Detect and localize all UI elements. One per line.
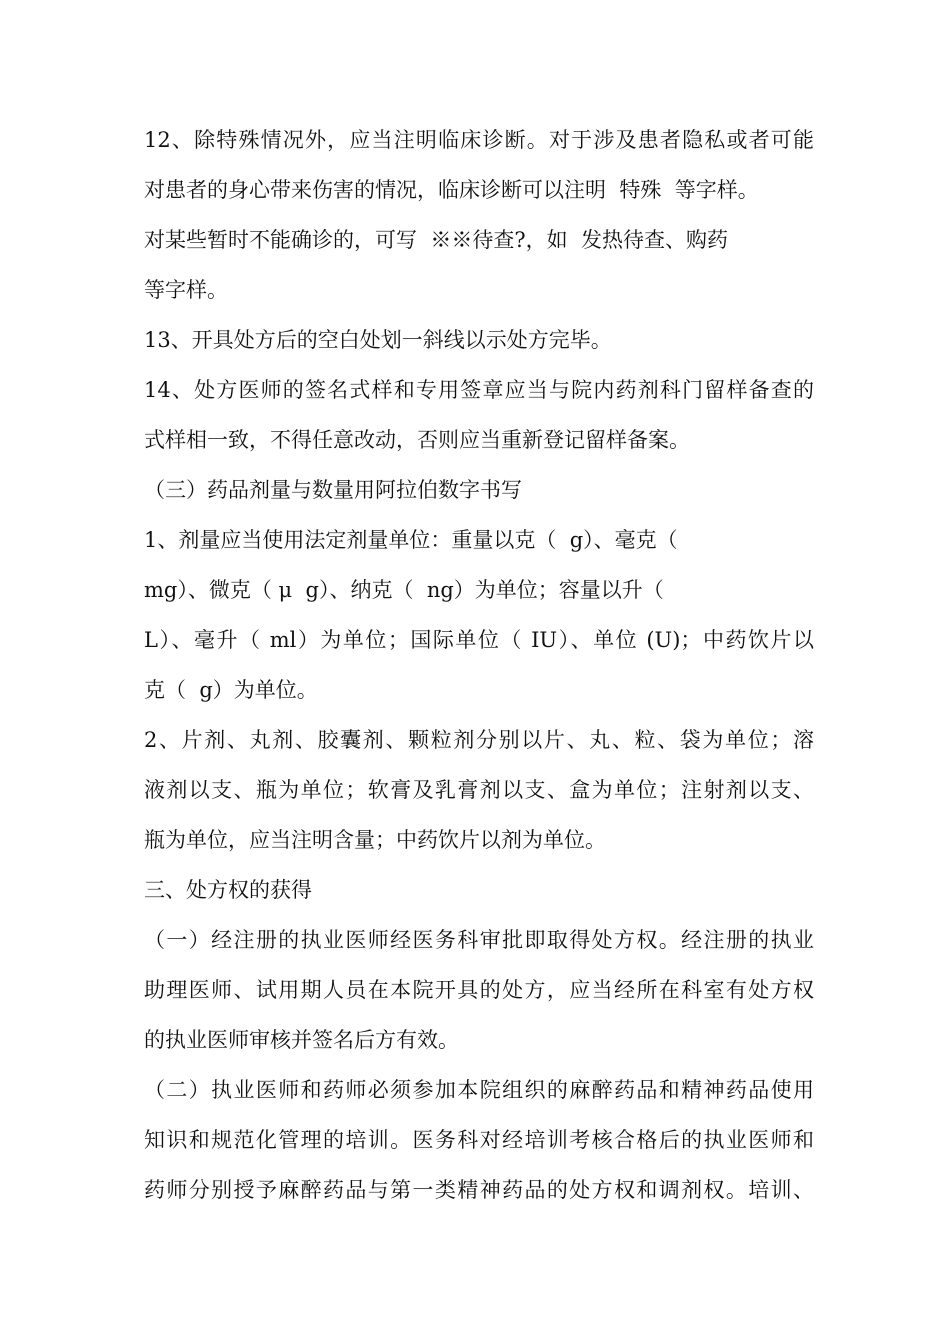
text-line: 式样相一致，不得任意改动，否则应当重新登记留样备案。 xyxy=(144,428,690,452)
text-line: 助理医师、试用期人员在本院开具的处方，应当经所在科室有处方权 xyxy=(144,978,814,1002)
text-line: 克（ g）为单位。 xyxy=(144,678,318,702)
text-line: 13、开具处方后的空白处划一斜线以示处方完毕。 xyxy=(144,328,612,352)
text-line: 14、处方医师的签名式样和专用签章应当与院内药剂科门留样备查的 xyxy=(144,378,814,402)
text-line: 药师分别授予麻醉药品与第一类精神药品的处方权和调剂权。培训、 xyxy=(144,1178,814,1202)
text-line: 12、除特殊情况外，应当注明临床诊断。对于涉及患者隐私或者可能 xyxy=(144,128,814,152)
text-line: L）、毫升（ ml）为单位；国际单位（ IU）、单位 (U)；中药饮片以 xyxy=(144,628,814,652)
text-line: 知识和规范化管理的培训。医务科对经培训考核合格后的执业医师和 xyxy=(144,1128,814,1152)
text-line: 对患者的身心带来伤害的情况，临床诊断可以注明 特殊 等字样。 xyxy=(144,178,759,202)
body-text xyxy=(144,115,814,1215)
text-line: 对某些暂时不能确诊的，可写 ※※待查?，如 发热待查、购药 xyxy=(144,228,728,252)
text-line: 1、剂量应当使用法定剂量单位：重量以克（ g）、毫克（ xyxy=(144,528,678,552)
text-line: 液剂以支、瓶为单位；软膏及乳膏剂以支、盒为单位；注射剂以支、 xyxy=(144,778,814,802)
text-line: 等字样。 xyxy=(144,278,228,302)
text-line: 的执业医师审核并签名后方有效。 xyxy=(144,1028,459,1052)
text-line: 瓶为单位，应当注明含量；中药饮片以剂为单位。 xyxy=(144,828,606,852)
text-line: （一）经注册的执业医师经医务科审批即取得处方权。经注册的执业 xyxy=(144,928,814,952)
text-line: 2、片剂、丸剂、胶囊剂、颗粒剂分别以片、丸、粒、袋为单位；溶 xyxy=(144,728,814,752)
text-line: （二）执业医师和药师必须参加本院组织的麻醉药品和精神药品使用 xyxy=(144,1078,814,1102)
text-line: mg）、微克（ μ g）、纳克（ ng）为单位；容量以升（ xyxy=(144,578,664,602)
text-line: 三、处方权的获得 xyxy=(144,878,312,902)
text-line: （三）药品剂量与数量用阿拉伯数字书写 xyxy=(144,478,522,502)
